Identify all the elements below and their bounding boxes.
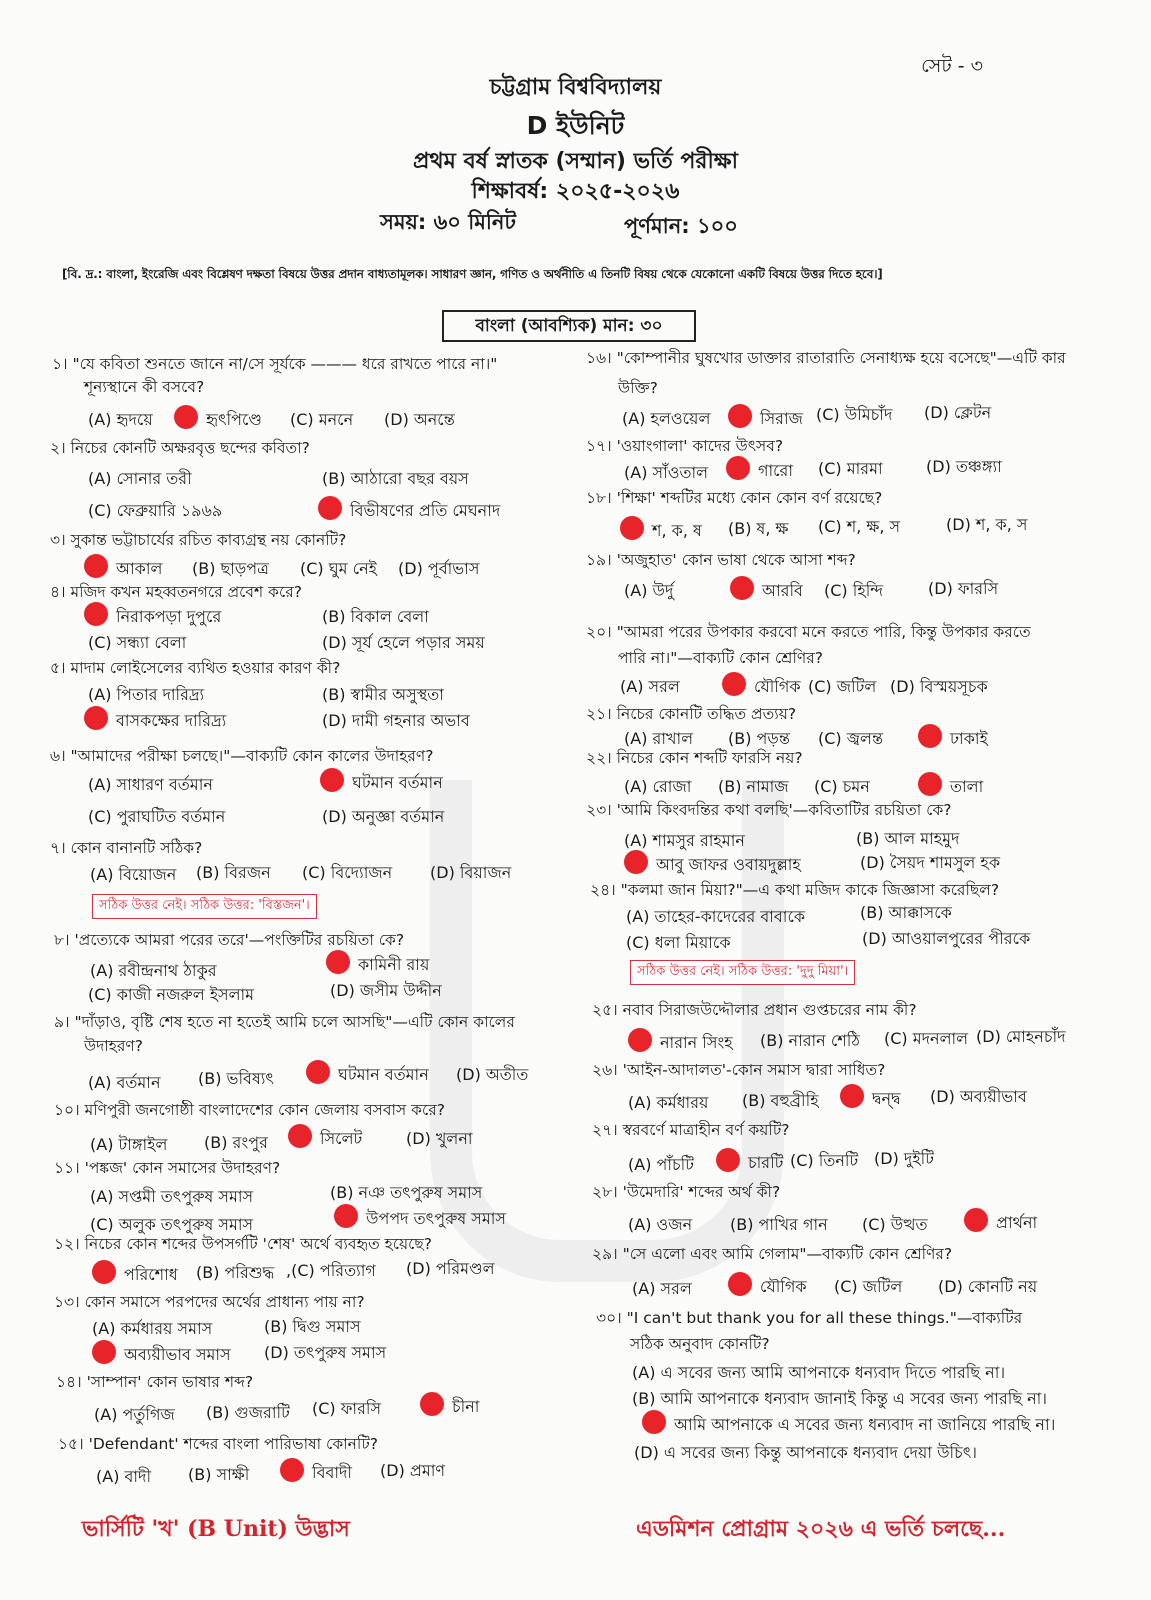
correct-answer-marker — [326, 950, 350, 974]
option-correct: তালা — [950, 777, 984, 796]
option: (D) বিয়াজন — [430, 863, 512, 882]
option: (D) তঞ্চঙ্গ্যা — [926, 457, 1002, 476]
option: (C) মননে — [290, 410, 354, 429]
correct-answer-marker — [174, 405, 198, 429]
question-text: ২৭। স্বরবর্ণে মাত্রাহীন বর্ণ কয়টি? — [592, 1121, 790, 1139]
correct-answer-marker — [728, 404, 752, 428]
option: (D) খুলনা — [406, 1129, 473, 1148]
exam-title: প্রথম বর্ষ স্নাতক (সম্মান) ভর্তি পরীক্ষা — [413, 149, 738, 174]
option: (C) শ, ক্ষ, স — [818, 517, 901, 536]
question-text: ২২। নিচের কোন শব্দটি ফারসি নয়? — [586, 749, 803, 767]
answer-correction-note: সঠিক উত্তর নেই। সঠিক উত্তর: 'বিস্তজন'। — [92, 894, 317, 919]
option: (B) আমি আপনাকে ধন্যবাদ জানাই কিন্তু এ সবের জন্য পারছি না। — [632, 1389, 1048, 1408]
option-correct: আবু জাফর ওবায়দুল্লাহ — [656, 855, 801, 874]
correct-answer-marker — [728, 1272, 752, 1296]
option: (D) শ, ক, স — [946, 515, 1028, 534]
option: (C) তিনটি — [790, 1151, 859, 1170]
option: (A) কর্মধারয় সমাস — [92, 1319, 213, 1338]
correct-answer-marker — [628, 1028, 652, 1052]
option: (A) পিতার দারিদ্র্য — [88, 685, 205, 704]
option: (A) শামসুর রাহমান — [624, 831, 745, 850]
option: (B) বহুব্রীহি — [742, 1091, 819, 1110]
correct-answer-marker — [726, 456, 750, 480]
marks-label: পূর্ণমান: ১০০ — [624, 214, 738, 238]
option: (B) আক্কাসকে — [860, 903, 952, 922]
correct-answer-marker — [288, 1124, 312, 1148]
option: ,(C) পরিত্যাগ — [286, 1261, 376, 1280]
question-text: ৬। "আমাদের পরীক্ষা চলছে।"—বাক্যটি কোন কালের উদাহরণ? — [50, 747, 434, 765]
option-correct: গারো — [758, 461, 793, 480]
option: (A) সাধারণ বর্তমান — [88, 775, 213, 794]
option: (C) জ্বলন্ত — [818, 729, 883, 748]
option: (C) মদনলাল — [884, 1029, 969, 1048]
option: (C) কাজী নজরুল ইসলাম — [88, 985, 255, 1004]
option: (B) বিকাল বেলা — [322, 607, 429, 626]
question-text: ১৯। 'অজুহাত' কোন ভাষা থেকে আসা শব্দ? — [586, 551, 856, 569]
question-text: ১০। মণিপুরী জনগোষ্ঠী বাংলাদেশের কোন জেলায় বসবাস করে? — [54, 1101, 445, 1119]
option-correct: ঘটমান বর্তমান — [352, 773, 443, 792]
question-text: ৭। কোন বানানটি সঠিক? — [50, 839, 203, 857]
option-correct: ঘটমান বর্তমান — [338, 1065, 429, 1084]
option: (A) ওজন — [628, 1215, 693, 1234]
option: (A) পর্তুগিজ — [94, 1405, 175, 1424]
option: (B) পাখির গান — [730, 1215, 828, 1234]
option: (D) আওয়ালপুরের পীরকে — [862, 929, 1031, 948]
option: (A) পাঁচটি — [628, 1155, 694, 1174]
option-correct: চারটি — [748, 1153, 784, 1172]
option: (A) সাঁওতাল — [624, 463, 709, 482]
option-correct: আরবি — [762, 581, 803, 600]
correct-answer-marker — [964, 1208, 988, 1232]
instruction-note: [বি. দ্র.: বাংলা, ইংরেজি এবং বিশ্লেষণ দক্ষতা বিষয়ে উত্তর প্রদান বাধ্যতামূলক। সাধারণ জ্ঞান, গণিত ও অর্থনীতি এ তিনটি বিষয় থেকে যেকোনো একটি বিষয়ে উত্তর দিতে হবে।] — [62, 267, 883, 281]
option-correct: আকাল — [116, 559, 163, 578]
question-text: ১১। 'পঙ্কজ' কোন সমাসের উদাহরণ? — [54, 1159, 281, 1177]
question-text: ১৮। 'শিক্ষা' শব্দটির মধ্যে কোন কোন বর্ণ রয়েছে? — [586, 489, 883, 507]
option: (C) ধলা মিয়াকে — [626, 933, 731, 952]
correct-answer-marker — [306, 1060, 330, 1084]
option-correct: বাসকক্ষের দারিদ্র্য — [116, 711, 227, 730]
option-correct: অব্যয়ীভাব সমাস — [124, 1345, 231, 1364]
option-correct: যৌগিক — [754, 677, 801, 696]
option: (A) হৃদয়ে — [88, 410, 153, 429]
correct-answer-marker — [420, 1392, 444, 1416]
question-text: ৩। সুকান্ত ভট্টাচার্যের রচিত কাব্যগ্রন্থ নয় কোনটি? — [50, 531, 347, 549]
option: (D) মোহনচাঁদ — [976, 1027, 1066, 1046]
option: (A) রোজা — [624, 777, 692, 796]
university-name: চট্টগ্রাম বিশ্ববিদ্যালয় — [489, 75, 662, 100]
option: (D) ক্লেটন — [924, 403, 992, 422]
option: (A) তাহের-কাদেরের বাবাকে — [626, 907, 806, 926]
answer-correction-note: সঠিক উত্তর নেই। সঠিক উত্তর: 'দুদু মিয়া'। — [630, 960, 855, 985]
correct-answer-marker — [84, 706, 108, 730]
option-correct: দ্বন্দ্ব — [872, 1089, 901, 1108]
question-text: ১৬। "কোম্পানীর ঘুষখোর ডাক্তার রাতারাতি সেনাধ্যক্ষ হয়ে বসেছে"—এটি কার — [586, 349, 1066, 367]
option: (A) সপ্তমী তৎপুরুষ সমাস — [90, 1187, 254, 1206]
option-correct: যৌগিক — [760, 1277, 807, 1296]
option: (B) বিরজন — [196, 863, 271, 882]
question-text: ২৮। 'উমেদারি' শব্দের অর্থ কী? — [592, 1183, 781, 1201]
question-text: ৮। 'প্রত্যেকে আমরা পরের তরে'—পংক্তিটির রচয়িতা কে? — [54, 931, 405, 949]
option-correct: পরিশোধ — [124, 1265, 178, 1284]
option: (C) বিদ্যোজন — [302, 863, 393, 882]
correct-answer-marker — [840, 1084, 864, 1108]
option: (D) ফারসি — [928, 579, 999, 598]
option: (D) সূর্য হেলে পড়ার সময় — [322, 633, 485, 652]
option: (D) সৈয়দ শামসুল হক — [860, 853, 1001, 872]
option: (B) নামাজ — [718, 777, 789, 796]
option: (A) কর্মধারয় — [628, 1093, 709, 1112]
correct-answer-marker — [320, 768, 344, 792]
option: (A) উর্দু — [624, 581, 674, 600]
correct-answer-marker — [716, 1148, 740, 1172]
question-text: ৯। "দাঁড়াও, বৃষ্টি শেষ হতে না হতেই আমি চলে আসছি"—এটি কোন কালের — [54, 1013, 515, 1031]
time-label: সময়: ৬০ মিনিট — [380, 210, 516, 234]
option-correct: বিভীষণের প্রতি মেঘনাদ — [350, 501, 501, 520]
footer-right: এডমিশন প্রোগ্রাম ২০২৬ এ ভর্তি চলছে... — [636, 1516, 1006, 1542]
question-text: ২১। নিচের কোনটি তদ্ধিত প্রত্যয়? — [586, 705, 797, 723]
option: (B) নঞ তৎপুরুষ সমাস — [330, 1183, 483, 1202]
option-correct: চীনা — [452, 1397, 480, 1416]
option: (A) সোনার তরী — [88, 469, 192, 488]
option: (B) স্বামীর অসুস্থতা — [322, 685, 444, 704]
option: (C) অলুক তৎপুরুষ সমাস — [90, 1215, 254, 1234]
option: (C) জটিল — [834, 1277, 903, 1296]
correct-answer-marker — [318, 496, 342, 520]
correct-answer-marker — [334, 1204, 358, 1228]
option-correct: হৃৎপিণ্ডে — [206, 410, 262, 429]
option: (C) চমন — [814, 777, 870, 796]
question-text: সঠিক অনুবাদ কোনটি? — [630, 1335, 770, 1353]
option: (C) পুরাঘটিত বর্তমান — [88, 807, 226, 826]
question-text: ১৭। 'ওয়াংগালা' কাদের উৎসব? — [586, 437, 784, 455]
option: (D) অতীত — [456, 1065, 529, 1084]
option: (B) দ্বিগু সমাস — [264, 1317, 361, 1336]
option: (D) প্রমাণ — [380, 1461, 446, 1480]
option: (A) হলওয়েল — [622, 409, 711, 428]
option: (D) দামী গহনার অভাব — [322, 711, 470, 730]
question-text: ৪। মজিদ কখন মহব্বতনগরে প্রবেশ করে? — [50, 583, 302, 601]
option: (B) পড়ন্ত — [728, 729, 790, 748]
option: (C) সন্ধ্যা বেলা — [88, 633, 187, 652]
option: (B) গুজরাটি — [206, 1403, 290, 1422]
option-correct: ঢাকাই — [950, 729, 988, 748]
option: (D) পরিমণ্ডল — [406, 1259, 495, 1278]
option: (C) ফারসি — [312, 1399, 382, 1418]
option: (A) বিয়োজন — [90, 865, 177, 884]
option: (A) টাঙ্গাইল — [90, 1135, 168, 1154]
option: (A) সরল — [620, 677, 680, 696]
correct-answer-marker — [722, 672, 746, 696]
correct-answer-marker — [642, 1410, 666, 1434]
option-correct: শ, ক, ষ — [652, 521, 702, 540]
set-label: সেট - ৩ — [921, 55, 983, 77]
option: (A) সরল — [632, 1279, 692, 1298]
option-correct: বিবাদী — [312, 1463, 353, 1482]
option: (B) সাক্ষী — [188, 1465, 250, 1484]
option: (C) মারমা — [818, 459, 883, 478]
question-text: ১৫। 'Defendant' শব্দের বাংলা পারিভাষা কোনটি? — [58, 1435, 379, 1453]
correct-answer-marker — [92, 1340, 116, 1364]
correct-answer-marker — [280, 1458, 304, 1482]
option-correct: উপপদ তৎপুরুষ সমাস — [366, 1209, 506, 1228]
option-correct: আমি আপনাকে এ সবের জন্য ধন্যবাদ না জানিয়ে পারছি না। — [674, 1415, 1056, 1434]
option-correct: নারান সিংহ — [660, 1033, 733, 1052]
option: (C) হিন্দি — [824, 581, 884, 600]
option-correct: নিরাকপড়া দুপুরে — [116, 607, 222, 626]
option: (B) নারান শেঠি — [760, 1031, 860, 1050]
option-correct: সিলেট — [320, 1129, 363, 1148]
question-text: ২৯। "সে এলো এবং আমি গেলাম"—বাক্যটি কোন শ্রেণির? — [592, 1245, 953, 1263]
option: (C) ফেব্রুয়ারি ১৯৬৯ — [88, 501, 223, 520]
correct-answer-marker — [84, 554, 108, 578]
question-text: শূন্যস্থানে কী বসবে? — [84, 378, 205, 396]
footer-left: ভার্সিটি 'খ' (B Unit) উদ্ভাস — [82, 1516, 350, 1542]
question-text: ২৪। "কলমা জান মিয়া?"—এ কথা মজিদ কাকে জিজ্ঞাসা করেছিল? — [590, 881, 1000, 899]
question-text: ২৬। 'আইন-আদালত'-কোন সমাস দ্বারা সাধিত? — [592, 1061, 886, 1079]
option: (D) কোনটি নয় — [938, 1277, 1038, 1296]
option: (A) বাদী — [96, 1467, 152, 1486]
option-correct: প্রার্থনা — [996, 1213, 1038, 1232]
option: (B) ছাড়পত্র — [192, 559, 269, 578]
option: (B) আল মাহমুদ — [856, 829, 960, 848]
option: (C) উত্থত — [862, 1215, 928, 1234]
question-text: ১৪। 'সাম্পান' কোন ভাষার শব্দ? — [56, 1373, 254, 1391]
option: (B) ষ, ক্ষ — [728, 519, 789, 538]
option: (C) জটিল — [808, 677, 877, 696]
section-title: বাংলা (আবশ্যিক) মান: ৩০ — [442, 310, 696, 342]
option: (A) এ সবের জন্য আমি আপনাকে ধন্যবাদ দিতে পারছি না। — [632, 1363, 1006, 1382]
option: (D) তৎপুরুষ সমাস — [264, 1343, 387, 1362]
question-text: ১৩। কোন সমাসে পরপদের অর্থের প্রাধান্য পায় না? — [54, 1293, 365, 1311]
correct-answer-marker — [620, 516, 644, 540]
question-text: ১। "যে কবিতা শুনতে জানে না/সে সূর্যকে ——— ধরে রাখতে পারে না।" — [52, 355, 498, 373]
question-text: ২৫। নবাব সিরাজউদ্দৌলার প্রধান গুপ্তচরের নাম কী? — [592, 1001, 917, 1019]
correct-answer-marker — [730, 576, 754, 600]
correct-answer-marker — [918, 772, 942, 796]
option: (D) পূর্বাভাস — [398, 559, 480, 578]
option: (B) ভবিষ্যৎ — [198, 1069, 274, 1088]
option: (A) রবীন্দ্রনাথ ঠাকুর — [90, 961, 217, 980]
correct-answer-marker — [624, 850, 648, 874]
correct-answer-marker — [92, 1260, 116, 1284]
option: (D) অনুজ্ঞা বর্তমান — [322, 807, 445, 826]
option: (C) উমিচাঁদ — [816, 405, 893, 424]
question-text: উদাহরণ? — [84, 1037, 143, 1055]
question-text: ২০। "আমরা পরের উপকার করবো মনে করতে পারি, কিন্তু উপকার করতে — [586, 623, 1031, 641]
question-text: ২৩। 'আমি কিংবদন্তির কথা বলছি'—কবিতাটির রচয়িতা কে? — [586, 801, 952, 819]
option: (D) জসীম উদ্দীন — [330, 981, 442, 1000]
option: (D) এ সবের জন্য কিন্তু আপনাকে ধন্যবাদ দেয়া উচিৎ। — [634, 1443, 978, 1462]
option: (D) অব্যয়ীভাব — [930, 1087, 1027, 1106]
question-text: ৫। মাদাম লোইসেলের ব্যথিত হওয়ার কারণ কী? — [50, 659, 341, 677]
session-label: শিক্ষাবর্ষ: ২০২৫-২০২৬ — [471, 179, 680, 204]
question-text: ৩০। "I can't but thank you for all these things."—বাক্যটির — [596, 1309, 1023, 1327]
option: (D) বিস্ময়সূচক — [890, 677, 988, 696]
option-correct: কামিনী রায় — [358, 955, 430, 974]
correct-answer-marker — [84, 602, 108, 626]
question-text: উক্তি? — [618, 379, 658, 397]
option: (A) রাখাল — [624, 729, 694, 748]
unit-title: D ইউনিট — [526, 111, 625, 140]
option: (B) রংপুর — [204, 1133, 268, 1152]
question-text: ২। নিচের কোনটি অক্ষরবৃত্ত ছন্দের কবিতা? — [50, 439, 310, 457]
option: (B) পরিশুদ্ধ — [196, 1263, 275, 1282]
question-text: ১২। নিচের কোন শব্দের উপসর্গটি 'শেষ' অর্থে ব্যবহৃত হয়েছে? — [54, 1235, 432, 1253]
question-text: পারি না।"—বাক্যটি কোন শ্রেণির? — [618, 649, 824, 667]
option: (D) অনন্তে — [384, 410, 455, 429]
option: (D) দুইটি — [874, 1149, 934, 1168]
option: (B) আঠারো বছর বয়স — [322, 469, 469, 488]
option: (C) ঘুম নেই — [300, 559, 377, 578]
correct-answer-marker — [918, 724, 942, 748]
option-correct: সিরাজ — [760, 409, 803, 428]
option: (A) বর্তমান — [88, 1073, 161, 1092]
